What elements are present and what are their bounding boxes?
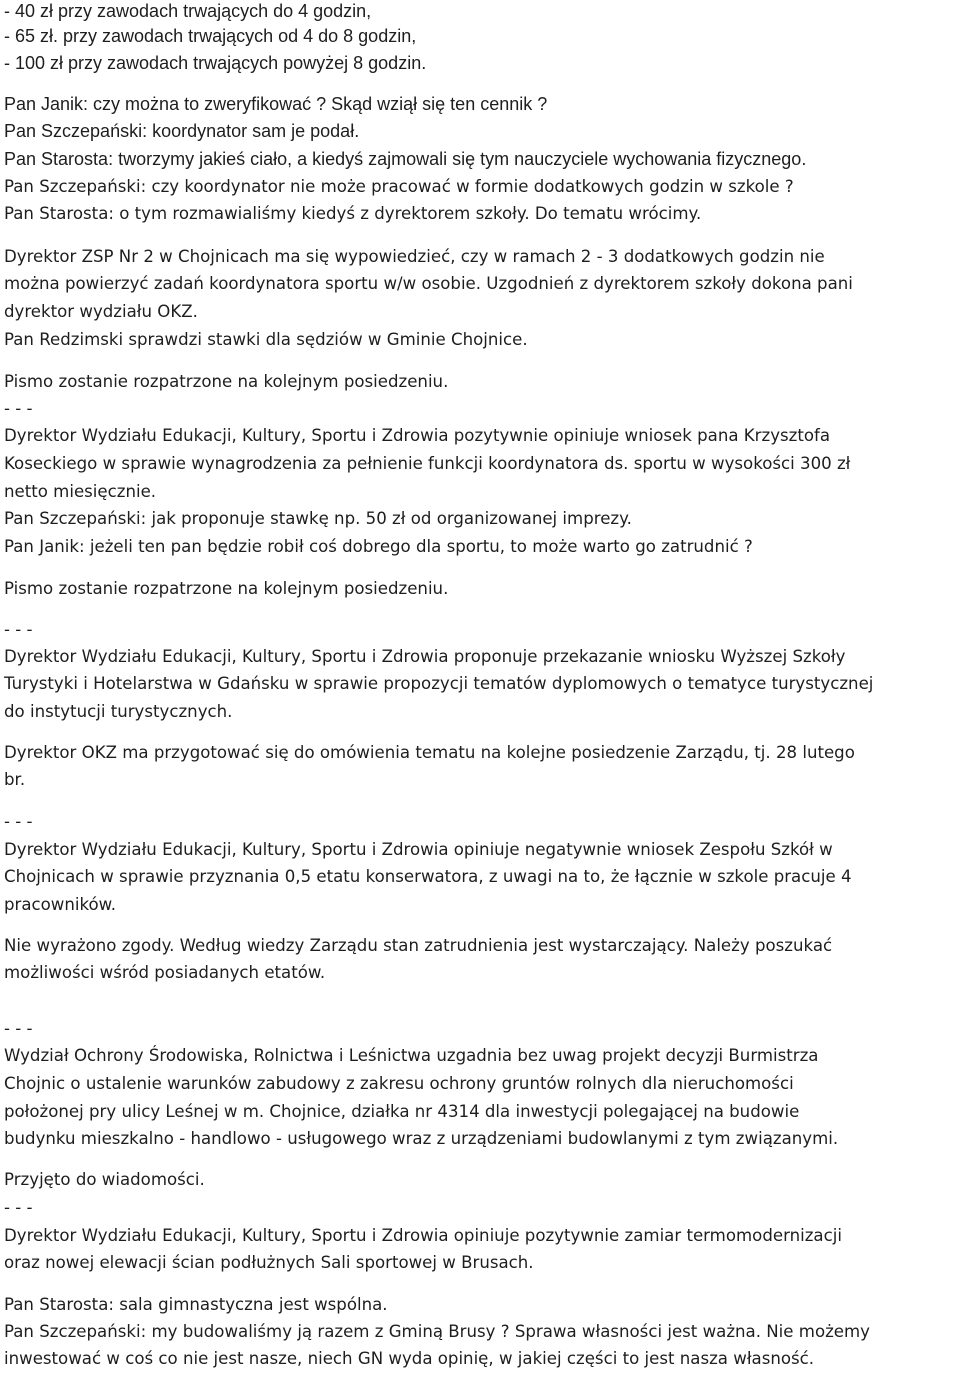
rate-line-3: - 100 zł przy zawodach trwających powyżej 8 godzin. (4, 53, 427, 73)
rate-line-1: - 40 zł przy zawodach trwających do 4 godzin, (4, 1, 372, 21)
okz-line-2: br. (4, 770, 26, 789)
brusy-line-1: Dyrektor Wydziału Edukacji, Kultury, Sportu i Zdrowia opiniuje pozytywnie zamiar termomodernizacji (4, 1226, 842, 1245)
brusy-line-2: oraz nowej elewacji ścian podłużnych Sali sportowej w Brusach. (4, 1253, 534, 1272)
janik-question: Pan Janik: czy można to zweryfikować ? Skąd wziął się ten cennik ? (4, 94, 548, 114)
przyjeto-note: Przyjęto do wiadomości. (4, 1170, 205, 1189)
koseckiego-line-2: Koseckiego w sprawie wynagrodzenia za pełnienie funkcji koordynatora ds. sportu w wysokości 300 zł (4, 454, 851, 473)
koseckiego-line-3: netto miesięcznie. (4, 482, 157, 501)
separator-5: - - - (4, 1198, 33, 1217)
redzimski-note: Pan Redzimski sprawdzi stawki dla sędziów w Gminie Chojnice. (4, 330, 528, 349)
szczepanski-rate: Pan Szczepański: jak proponuje stawkę np. 50 zł od organizowanej imprezy. (4, 509, 632, 528)
szczepanski-brusy-line-1: Pan Szczepański: my budowaliśmy ją razem z Gminą Brusy ? Sprawa własności jest ważna. Nie możemy (4, 1322, 870, 1341)
zgoda-line-2: możliwości wśród posiadanych etatów. (4, 963, 326, 982)
separator-4: - - - (4, 1019, 33, 1038)
rate-line-2: - 65 zł. przy zawodach trwających od 4 do 8 godzin, (4, 26, 417, 46)
pismo-note-2: Pismo zostanie rozpatrzone na kolejnym posiedzeniu. (4, 579, 449, 598)
zsp-line-1: Dyrektor ZSP Nr 2 w Chojnicach ma się wypowiedzieć, czy w ramach 2 - 3 dodatkowych godzin nie (4, 247, 825, 266)
pismo-note-1: Pismo zostanie rozpatrzone na kolejnym posiedzeniu. (4, 372, 449, 391)
starosta-remark: Pan Starosta: tworzymy jakieś ciało, a kiedyś zajmowali się tym nauczyciele wychowania fizycznego. (4, 149, 807, 169)
wsthg-line-1: Dyrektor Wydziału Edukacji, Kultury, Sportu i Zdrowia proponuje przekazanie wniosku Wyższej Szkoły (4, 647, 846, 666)
konserwator-line-3: pracowników. (4, 895, 116, 914)
okz-line-1: Dyrektor OKZ ma przygotować się do omówienia tematu na kolejne posiedzenie Zarządu, tj. 28 lutego (4, 743, 855, 762)
osr-line-2: Chojnic o ustalenie warunków zabudowy z zakresu ochrony gruntów rolnych dla nieruchomości (4, 1074, 794, 1093)
wsthg-line-3: do instytucji turystycznych. (4, 702, 233, 721)
konserwator-line-1: Dyrektor Wydziału Edukacji, Kultury, Sportu i Zdrowia opiniuje negatywnie wniosek Zespołu Szkół w (4, 840, 833, 859)
szczepanski-brusy-line-2: inwestować w coś co nie jest nasze, niech GN wyda opinię, w jakiej części to jest nasza własność. (4, 1349, 815, 1368)
zsp-line-2: można powierzyć zadań koordynatora sportu w/w osobie. Uzgodnień z dyrektorem szkoły dokona pani (4, 274, 853, 293)
zgoda-line-1: Nie wyrażono zgody. Według wiedzy Zarządu stan zatrudnienia jest wystarczający. Należy poszukać (4, 936, 833, 955)
separator-3: - - - (4, 812, 33, 831)
separator-1: - - - (4, 399, 33, 418)
janik-hire: Pan Janik: jeżeli ten pan będzie robił coś dobrego dla sportu, to może warto go zatrudnić ? (4, 537, 753, 556)
koseckiego-line-1: Dyrektor Wydziału Edukacji, Kultury, Sportu i Zdrowia pozytywnie opiniuje wniosek pana Krzysztofa (4, 426, 831, 445)
szczepanski-answer: Pan Szczepański: koordynator sam je podał. (4, 121, 360, 141)
konserwator-line-2: Chojnicach w sprawie przyznania 0,5 etatu konserwatora, z uwagi na to, że łącznie w szkole pracuje 4 (4, 867, 852, 886)
zsp-line-3: dyrektor wydziału OKZ. (4, 302, 198, 321)
osr-line-1: Wydział Ochrony Środowiska, Rolnictwa i Leśnictwa uzgadnia bez uwag projekt decyzji Burmistrza (4, 1046, 819, 1065)
separator-2: - - - (4, 620, 33, 639)
osr-line-3: położonej pry ulicy Leśnej w m. Chojnice, działka nr 4314 dla inwestycji polegającej na budowie (4, 1102, 800, 1121)
starosta-answer: Pan Starosta: o tym rozmawialiśmy kiedyś z dyrektorem szkoły. Do tematu wrócimy. (4, 204, 702, 223)
starosta-sala: Pan Starosta: sala gimnastyczna jest wspólna. (4, 1295, 388, 1314)
osr-line-4: budynku mieszkalno - handlowo - usługowego wraz z urządzeniami budowlanymi z tym związanymi. (4, 1129, 839, 1148)
szczepanski-question: Pan Szczepański: czy koordynator nie może pracować w formie dodatkowych godzin w szkole ? (4, 177, 794, 196)
wsthg-line-2: Turystyki i Hotelarstwa w Gdańsku w sprawie propozycji tematów dyplomowych o tematyce turystycznej (4, 674, 874, 693)
